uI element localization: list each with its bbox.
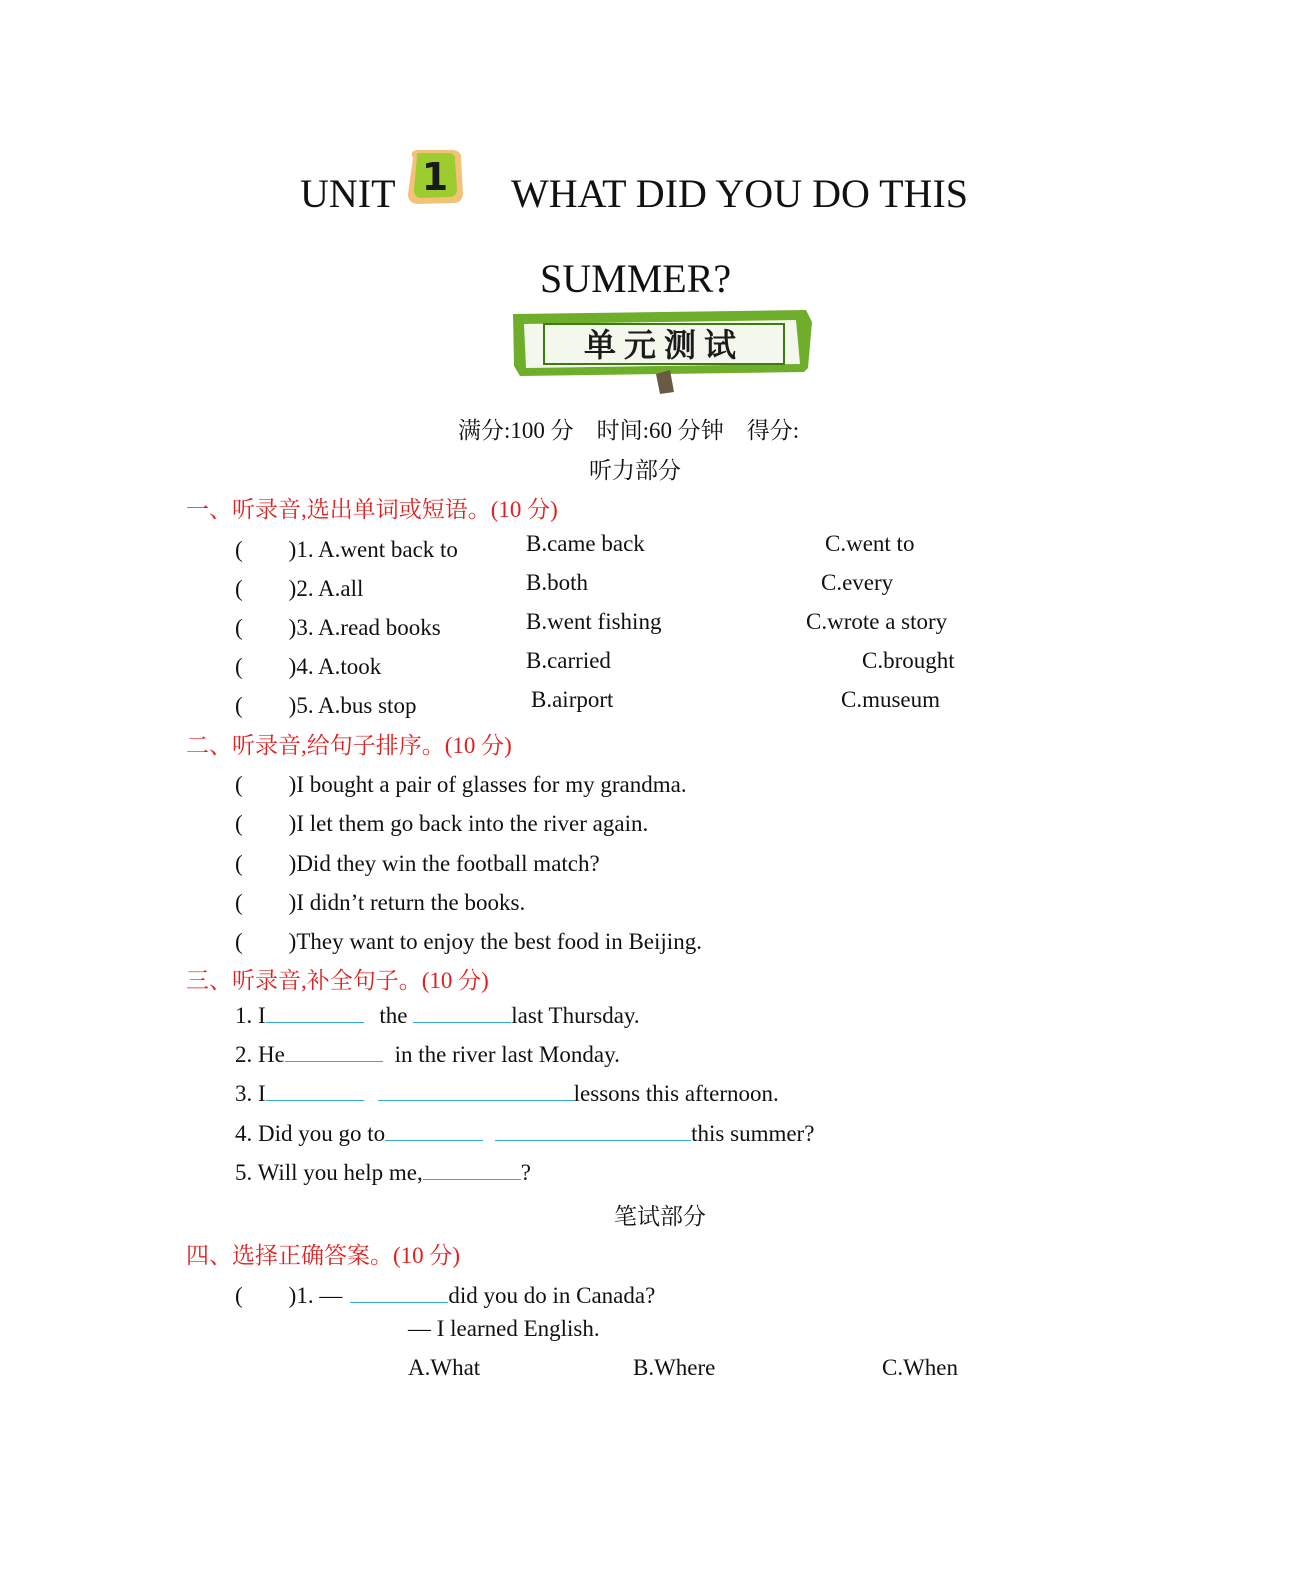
s4-item-1-suffix: did you do in Canada? <box>448 1283 656 1308</box>
listening-part-label: 听力部分 <box>589 458 681 483</box>
s3-item-3 <box>235 1080 779 1107</box>
title-line-2: SUMMER? <box>540 256 732 301</box>
s3-item-3-text-a: 3. I <box>235 1081 266 1106</box>
s1-item-2-c: C.every <box>821 570 894 595</box>
s4-item-1-option-b: B.Where <box>633 1355 716 1380</box>
s1-item-2-a: ( )2. A.all <box>235 576 364 601</box>
s3-item-3-blank-1[interactable] <box>266 1080 364 1101</box>
s3-item-4-blank-1[interactable] <box>385 1120 483 1141</box>
s3-item-5-text-a: 5. Will you help me, <box>235 1160 423 1185</box>
s4-item-1-prefix: ( )1. — <box>235 1283 343 1308</box>
s3-item-4-blank-2[interactable] <box>495 1120 691 1141</box>
s1-item-1-c: C.went to <box>825 531 915 556</box>
s3-item-1-text-b: the <box>373 1003 414 1028</box>
s1-item-4-a: ( )4. A.took <box>235 654 382 679</box>
unit-number-badge <box>405 148 465 206</box>
s4-item-1-option-c: C.When <box>882 1355 959 1380</box>
s3-item-4-text-b: this summer? <box>691 1121 815 1146</box>
unit-test-banner <box>510 308 814 398</box>
s3-item-5-blank-1[interactable] <box>423 1159 521 1180</box>
title-line-1: WHAT DID YOU DO THIS <box>511 171 969 216</box>
s2-item-3: ( )Did they win the football match? <box>235 851 600 876</box>
s2-item-1: ( )I bought a pair of glasses for my grandma. <box>235 772 687 797</box>
s3-item-2-text-b: in the river last Monday. <box>388 1042 620 1067</box>
score-info: 满分:100 分 时间:60 分钟 得分: <box>458 418 800 443</box>
s3-item-1 <box>235 1002 640 1029</box>
s1-item-3-a: ( )3. A.read books <box>235 615 441 640</box>
s1-item-5-b: B.airport <box>531 687 614 712</box>
s3-item-1-blank-2[interactable] <box>413 1002 511 1023</box>
s3-item-2-text-a: 2. He <box>235 1042 285 1067</box>
s3-item-3-blank-2[interactable] <box>378 1080 574 1101</box>
section-1-title: 一、听录音,选出单词或短语。(10 分) <box>186 497 558 522</box>
section-3-title: 三、听录音,补全句子。(10 分) <box>186 968 489 993</box>
s3-item-5-text-b: ? <box>520 1160 531 1185</box>
s1-item-1-a: ( )1. A.went back to <box>235 537 458 562</box>
s3-item-2-blank-1[interactable] <box>285 1041 383 1062</box>
s3-item-4 <box>235 1120 814 1147</box>
s1-item-3-c: C.wrote a story <box>806 609 948 634</box>
s4-item-1-question <box>235 1277 655 1310</box>
s1-item-4-b: B.carried <box>526 648 611 673</box>
unit-word: UNIT <box>300 171 396 216</box>
s3-item-4-text-a: 4. Did you go to <box>235 1121 386 1146</box>
s1-item-5-a: ( )5. A.bus stop <box>235 693 417 718</box>
s3-item-3-text-b: lessons this afternoon. <box>573 1081 779 1106</box>
s4-item-1-answer: — I learned English. <box>408 1316 600 1341</box>
s3-item-1-text-a: 1. I <box>235 1003 266 1028</box>
s4-item-1-option-a: A.What <box>408 1355 481 1380</box>
banner-text: 单元测试 <box>583 326 745 364</box>
writing-part-label: 笔试部分 <box>614 1204 706 1229</box>
s3-item-1-text-c: last Thursday. <box>511 1003 640 1028</box>
unit-number: 1 <box>421 155 449 199</box>
s2-item-2: ( )I let them go back into the river again. <box>235 811 649 836</box>
s4-item-1-blank[interactable] <box>350 1282 448 1303</box>
section-4-title: 四、选择正确答案。(10 分) <box>186 1243 461 1268</box>
s1-item-5-c: C.museum <box>841 687 941 712</box>
s3-item-5 <box>235 1159 531 1186</box>
s2-item-4: ( )I didn’t return the books. <box>235 890 526 915</box>
s1-item-4-c: C.brought <box>862 648 955 673</box>
s2-item-5: ( )They want to enjoy the best food in Beijing. <box>235 929 702 954</box>
s3-item-1-blank-1[interactable] <box>266 1002 364 1023</box>
s1-item-2-b: B.both <box>526 570 588 595</box>
s1-item-1-b: B.came back <box>526 531 645 556</box>
section-2-title: 二、听录音,给句子排序。(10 分) <box>186 733 512 758</box>
s3-item-2 <box>235 1041 620 1068</box>
s1-item-3-b: B.went fishing <box>526 609 662 634</box>
